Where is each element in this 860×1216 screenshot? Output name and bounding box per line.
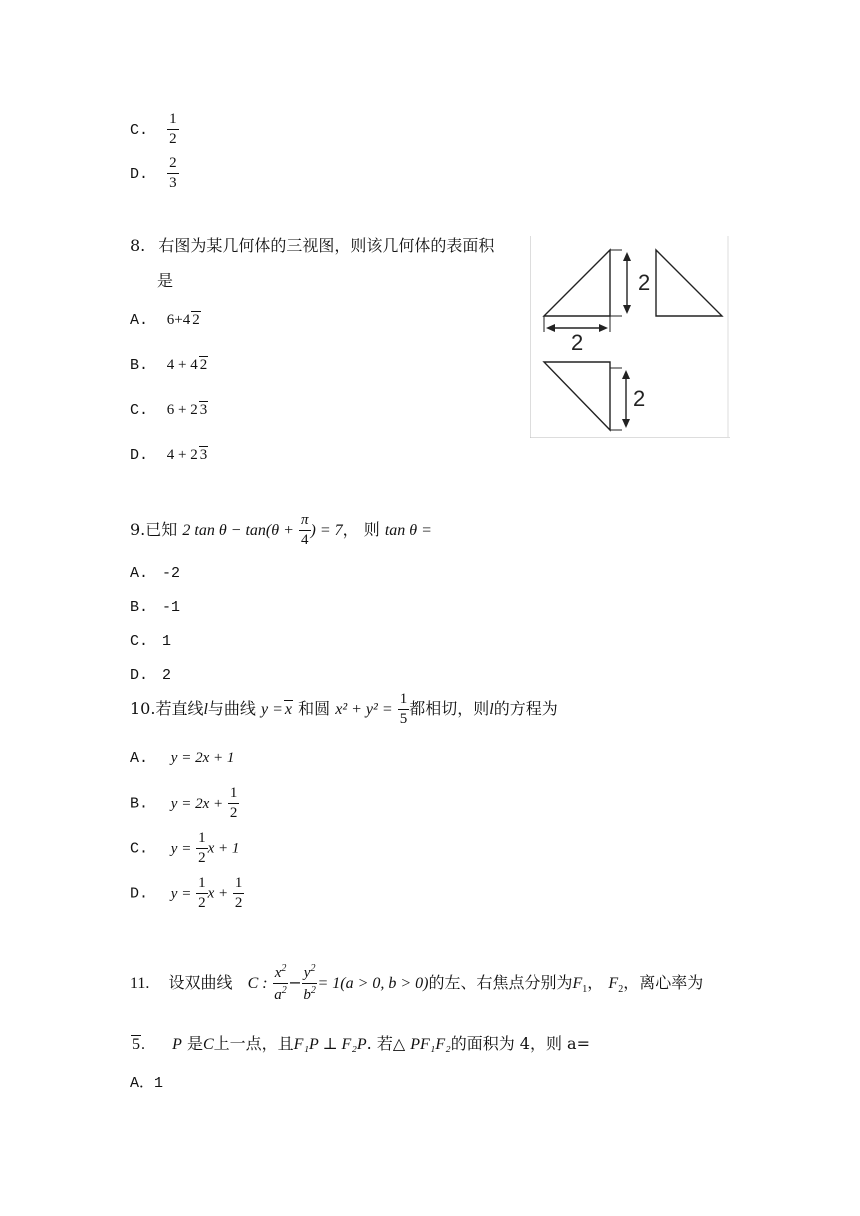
arrowhead-up bbox=[623, 252, 631, 261]
q8-option-c: C. 6 + 2 3 bbox=[130, 402, 208, 419]
fraction: $\frac{1}{2}$ bbox=[198, 875, 206, 911]
fraction: $\frac{y^2}{b^2}$ bbox=[303, 963, 316, 1003]
q9-option-d: D. 2 bbox=[130, 667, 172, 684]
fraction: $\frac{1}{2}$ bbox=[234, 875, 243, 911]
fraction: $\frac{x^2}{a^2}$ bbox=[274, 963, 287, 1003]
q9-option-b: B. -1 bbox=[130, 599, 181, 616]
q9-option-a: A. -2 bbox=[130, 565, 181, 582]
arrowhead-left bbox=[546, 324, 555, 332]
front-view-triangle bbox=[544, 250, 610, 316]
side-view-triangle bbox=[656, 250, 722, 316]
arrowhead-up2 bbox=[622, 370, 630, 379]
q8-option-d: D. 4 + 2 3 bbox=[130, 447, 208, 464]
sqrt-sign: x bbox=[284, 701, 293, 718]
top-view-triangle bbox=[544, 362, 610, 430]
dim-label-top-height: 2 bbox=[633, 386, 646, 411]
sqrt-sign: 3 bbox=[199, 447, 208, 463]
q8-stem-line2: 是 bbox=[157, 271, 174, 290]
q11-stem-line2: 5. P 是C上一点，且F₁P ⊥ F₂P. 若△ PF₁F₂的面积为 4，则 a= bbox=[132, 1034, 590, 1053]
q7-option-c bbox=[130, 112, 179, 147]
q9-option-c: C. 1 bbox=[130, 633, 172, 650]
q9-stem: 9.已知 2 tan θ − tan(θ + $\frac{\pi}{4}$ ) = 7， 则 tan θ = bbox=[130, 512, 432, 548]
q11-option-a: A．1 bbox=[130, 1075, 164, 1092]
q8-option-b: B. 4 + 4 2 bbox=[130, 357, 208, 374]
fraction: $\frac{1}{2}$ bbox=[169, 111, 177, 147]
q10-option-b: B. y = 2x + $\frac{1}{2}$ bbox=[130, 785, 238, 821]
q7-option-d bbox=[130, 156, 179, 191]
q11-stem-line1: 11. 设双曲线 C : $\frac{x^2}{a^2}$ − $\frac{y^2}{b^2}$ = 1(a > 0, b > 0)的左、右焦点分别为$F_1$， $F_2$，离心率为 bbox=[130, 963, 704, 1003]
sqrt-sign: 3 bbox=[199, 402, 208, 418]
arrowhead-down bbox=[623, 305, 631, 314]
arrowhead-down2 bbox=[622, 419, 630, 428]
q10-option-d: D. y = $\frac{1}{2}$ x + $\frac{1}{2}$ bbox=[130, 875, 243, 911]
arrowhead-right bbox=[599, 324, 608, 332]
fraction: $\frac{1}{2}$ bbox=[229, 785, 238, 821]
option-label: C. bbox=[130, 122, 149, 139]
q8-stem: 8. 右图为某几何体的三视图，则该几何体的表面积 bbox=[130, 236, 495, 255]
q10-option-c: C. y = $\frac{1}{2}$ x + 1 bbox=[130, 830, 240, 866]
fraction: $\frac{\pi}{4}$ bbox=[301, 512, 309, 548]
sqrt-sign: 5 bbox=[132, 1036, 140, 1053]
sqrt-sign: 2 bbox=[199, 357, 208, 373]
q10-stem: 10.若直线l与曲线 y = x 和圆 x² + y² = $\frac{1}{5}$ 都相切，则l的方程为 bbox=[130, 691, 558, 727]
q8-option-a: A. 6+4 2 bbox=[130, 312, 200, 329]
three-view-figure bbox=[530, 236, 730, 438]
dim-label-front-height: 2 bbox=[638, 270, 651, 295]
fraction: $\frac{1}{5}$ bbox=[399, 691, 408, 727]
dim-label-front-width: 2 bbox=[571, 330, 584, 355]
fraction: $\frac{2}{3}$ bbox=[169, 155, 177, 191]
fraction: $\frac{1}{2}$ bbox=[198, 830, 206, 866]
sqrt-sign: 2 bbox=[192, 312, 200, 328]
q10-option-a: A. y = 2x + 1 bbox=[130, 750, 235, 767]
option-label: D. bbox=[130, 166, 149, 183]
